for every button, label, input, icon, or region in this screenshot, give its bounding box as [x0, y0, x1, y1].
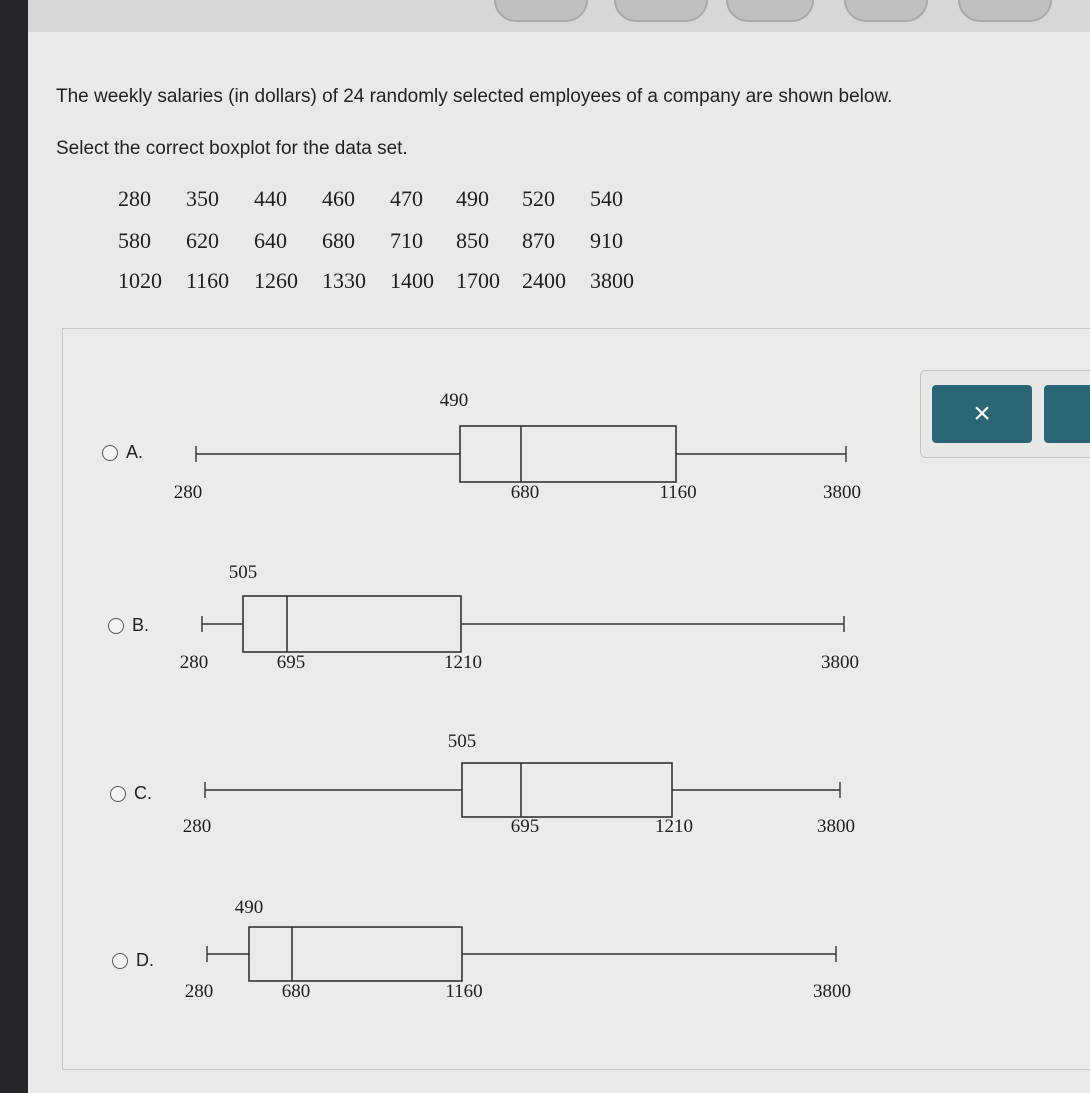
data-value: 680 [322, 228, 355, 253]
data-value: 1260 [254, 268, 298, 293]
q1-label: 505 [447, 731, 477, 752]
data-value: 1020 [118, 268, 162, 293]
iqr-box [243, 596, 461, 652]
data-value: 910 [590, 228, 623, 253]
data-value: 620 [186, 228, 219, 253]
data-value: 850 [456, 228, 489, 253]
data-value: 1700 [456, 268, 500, 293]
data-value: 3800 [590, 268, 634, 293]
median-label: 695 [510, 816, 540, 837]
question-instruction: Select the correct boxplot for the data set. [56, 138, 408, 159]
question-prompt: The weekly salaries (in dollars) of 24 randomly selected employees of a company are shown below. [56, 86, 893, 107]
q3-label: 1160 [659, 482, 697, 503]
data-value: 470 [390, 186, 423, 211]
min-label: 280 [173, 482, 203, 503]
data-value: 2400 [522, 268, 566, 293]
choice-letter: C. [134, 783, 152, 803]
choice-letter: D. [136, 950, 154, 970]
data-value: 490 [456, 186, 489, 211]
max-label: 3800 [817, 816, 855, 837]
data-value: 1400 [390, 268, 434, 293]
data-value: 520 [522, 186, 555, 211]
data-value: 280 [118, 186, 151, 211]
data-value: 460 [322, 186, 355, 211]
data-value: 1330 [322, 268, 366, 293]
data-value: 350 [186, 186, 219, 211]
data-value: 540 [590, 186, 623, 211]
median-label: 680 [281, 981, 311, 1002]
q1-label: 505 [228, 562, 258, 583]
min-label: 280 [179, 652, 209, 673]
max-label: 3800 [823, 482, 861, 503]
min-label: 280 [182, 816, 212, 837]
median-label: 680 [510, 482, 540, 503]
q1-label: 490 [234, 897, 264, 918]
data-value: 1160 [186, 268, 230, 293]
min-label: 280 [184, 981, 214, 1002]
data-value: 440 [254, 186, 287, 211]
q3-label: 1210 [655, 816, 693, 837]
data-value: 640 [254, 228, 287, 253]
data-value: 580 [118, 228, 151, 253]
choice-letter: A. [126, 442, 144, 462]
iqr-box [460, 426, 676, 482]
data-value: 710 [390, 228, 423, 253]
max-label: 3800 [821, 652, 859, 673]
median-label: 695 [276, 652, 306, 673]
iqr-box [249, 927, 462, 981]
max-label: 3800 [813, 981, 851, 1002]
q3-label: 1210 [444, 652, 482, 673]
q3-label: 1160 [445, 981, 483, 1002]
iqr-box [462, 763, 672, 817]
q1-label: 490 [439, 390, 469, 411]
choice-letter: B. [132, 615, 150, 635]
data-value: 870 [522, 228, 555, 253]
close-icon: × [973, 397, 991, 430]
